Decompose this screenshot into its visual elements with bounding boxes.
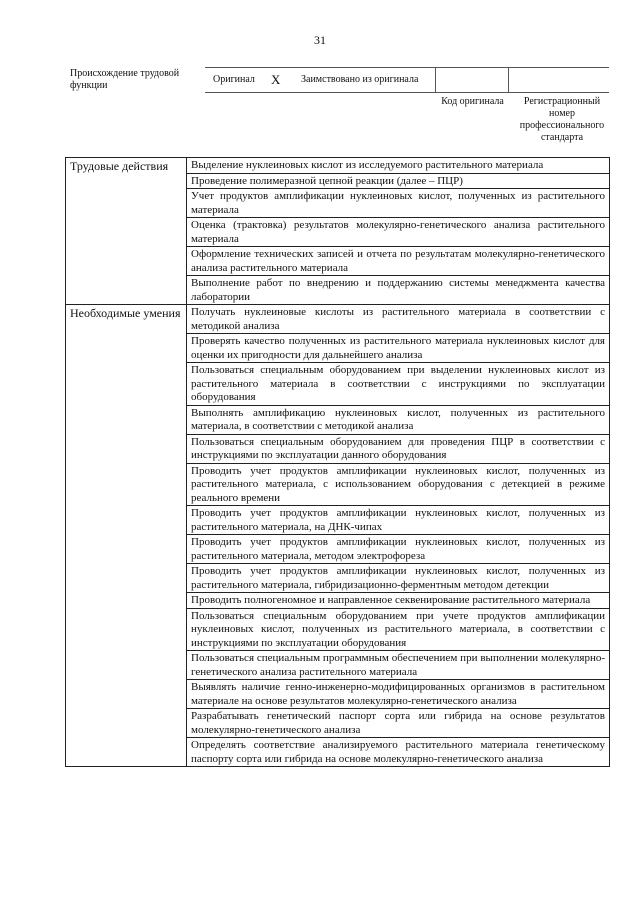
borrowed-label: Заимствовано из оригинала xyxy=(301,74,419,85)
origin-divider xyxy=(508,67,509,92)
section-item: Проводить полногеномное и направленное секвенирование растительного материала xyxy=(187,593,610,609)
section-item: Проводить учет продуктов амплификации нуклеиновых кислот, полученных из растительного материала, на ДНК-чипах xyxy=(187,506,610,535)
table-row xyxy=(66,158,610,174)
section-item: Пользоваться специальным оборудованием при выделении нуклеиновых кислот из растительного материала в соответствии с инструкциями по эксплуатации оборудования xyxy=(187,363,610,406)
section-item: Выполнение работ по внедрению и поддержанию системы менеджмента качества лаборатории xyxy=(187,276,610,305)
section-heading: Необходимые умения xyxy=(66,305,187,767)
section-item: Выполнять амплификацию нуклеиновых кислот, полученных из растительного материала, в соответствии с методикой анализа xyxy=(187,405,610,434)
origin-box xyxy=(205,67,609,93)
section-item: Учет продуктов амплификации нуклеиновых кислот, полученных из растительного материала xyxy=(187,189,610,218)
section-item: Выявлять наличие генно-инженерно-модифицированных организмов в растительном материале на основе результатов молекулярно-генетического анализа xyxy=(187,680,610,709)
section-item: Пользоваться специальным программным обеспечением при выполнении молекулярно-генетического анализа растительного материала xyxy=(187,651,610,680)
section-item: Оформление технических записей и отчета по результатам молекулярно-генетического анализа растительного материала xyxy=(187,247,610,276)
section-item: Проводить учет продуктов амплификации нуклеиновых кислот, полученных из растительного материала, методом электрофореза xyxy=(187,535,610,564)
section-item: Проводить учет продуктов амплификации нуклеиновых кислот, полученных из растительного материала, с использованием оборудования с детекцией в режиме реального времени xyxy=(187,463,610,506)
origin-divider xyxy=(435,67,436,92)
table-row xyxy=(66,305,610,334)
section-item: Проведение полимеразной цепной реакции (далее – ПЦР) xyxy=(187,173,610,189)
code-label: Код оригинала xyxy=(441,96,504,107)
section-item: Выделение нуклеиновых кислот из исследуемого растительного материала xyxy=(187,158,610,174)
origin-label: Происхождение трудовой функции xyxy=(70,68,180,91)
section-item: Пользоваться специальным оборудованием для проведения ПЦР в соответствии с инструкциями по эксплуатации данного оборудования xyxy=(187,434,610,463)
section-item: Проверять качество полученных из растительного материала нуклеиновых кислот для оценки их пригодности для дальнейшего анализа xyxy=(187,334,610,363)
reg-number-label: Регистрационный номер профессионального стандарта xyxy=(519,96,605,143)
section-item: Получать нуклеиновые кислоты из растительного материала в соответствии с методикой анализа xyxy=(187,305,610,334)
section-item: Проводить учет продуктов амплификации нуклеиновых кислот, полученных из растительного материала, гибридизационно-ферментным методом детекции xyxy=(187,564,610,593)
section-item: Разрабатывать генетический паспорт сорта или гибрида на основе результатов молекулярно-генетического анализа xyxy=(187,709,610,738)
section-heading: Трудовые действия xyxy=(66,158,187,305)
page-number: 31 xyxy=(314,33,326,47)
labor-function-table xyxy=(65,157,610,767)
section-item: Определять соответствие анализируемого растительного материала генетическому паспорту сорта или гибрида на основе молекулярно-генетического анализа xyxy=(187,738,610,767)
original-label: Оригинал xyxy=(213,74,255,85)
section-item: Пользоваться специальным оборудованием при учете продуктов амплификации нуклеиновых кислот, полученных из растительного материала, в соответствии с инструкциями по эксплуатации оборудования xyxy=(187,608,610,651)
original-mark: X xyxy=(271,72,281,87)
section-item: Оценка (трактовка) результатов молекулярно-генетического анализа растительного материала xyxy=(187,218,610,247)
